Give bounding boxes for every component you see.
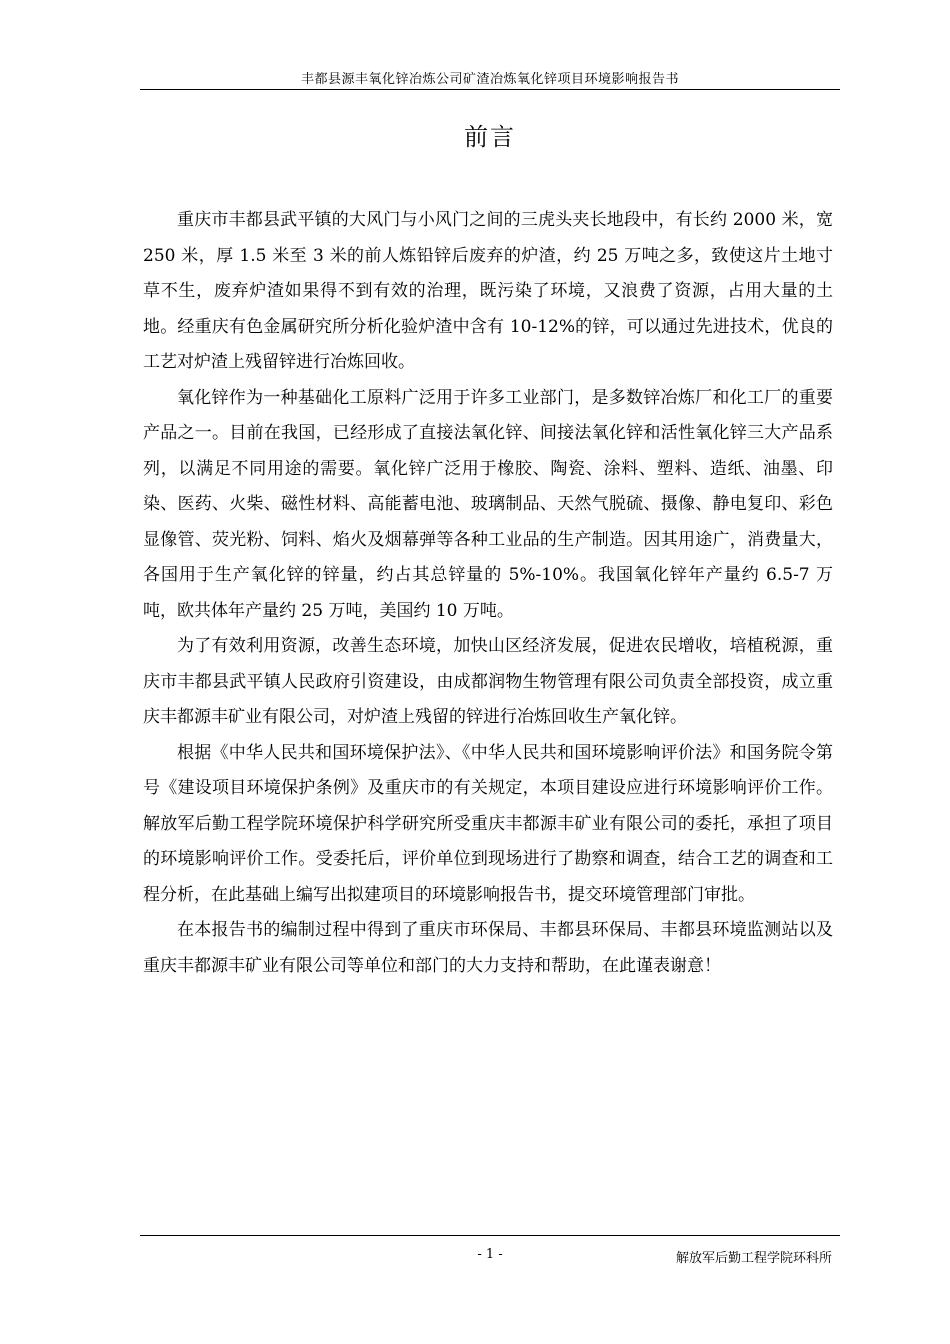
paragraph-4: 根据《中华人民共和国环境保护法》、《中华人民共和国环境影响评价法》和国务院令第 号《建设项目环境保护条例》及重庆市的有关规定，本项目建设应进行环境影响评价工作。解放军后勤工程学院环境保护科学研究所受重庆丰都源丰矿业有限公司的委托，承担了项目的环境影响评价工作。受委托后，评价单位到现场进行了勘察和调查，结合工艺的调查和工程分析，在此基础上编写出拟建项目的环境影响报告书，提交环境管理部门审批。	[143, 742, 867, 905]
footer-rule	[140, 1235, 840, 1236]
document-body	[143, 203, 867, 984]
paragraph-1: 重庆市丰都县武平镇的大风门与小风门之间的三虎头夹长地段中，有长约 2000 米，宽 250 米，厚 1.5 米至 3 米的前人炼铅锌后废弃的炉渣，约 25 万吨之多，致使这片土地寸草不生，废弃炉渣如果得不到有效的治理，既污染了环境，又浪费了资源，占用大量的土地。经重庆有色金属研究所分析化验炉渣中含有 10-12%的锌，可以通过先进技术，优良的工艺对炉渣上残留锌进行冶炼回收。	[143, 210, 833, 372]
running-header: 丰都县源丰氧化锌冶炼公司矿渣冶炼氧化锌项目环境影响报告书	[300, 72, 679, 87]
footer-organization: 解放军后勤工程学院环科所	[675, 1251, 832, 1266]
page-number: - 1 -	[477, 1247, 503, 1262]
paragraph-3: 为了有效利用资源，改善生态环境，加快山区经济发展，促进农民增收，培植税源，重庆市丰都县武平镇人民政府引资建设，由成都润物生物管理有限公司负责全部投资，成立重庆丰都源丰矿业有限公司，对炉渣上残留的锌进行冶炼回收生产氧化锌。	[143, 636, 833, 727]
page-title: 前言	[464, 123, 516, 151]
paragraph-5: 在本报告书的编制过程中得到了重庆市环保局、丰都县环保局、丰都县环境监测站以及重庆丰都源丰矿业有限公司等单位和部门的大力支持和帮助，在此谨表谢意！	[143, 920, 833, 976]
header-rule	[140, 89, 840, 90]
paragraph-2: 氧化锌作为一种基础化工原料广泛用于许多工业部门，是多数锌冶炼厂和化工厂的重要产品之一。目前在我国，已经形成了直接法氧化锌、间接法氧化锌和活性氧化锌三大产品系列，以满足不同用途的需要。氧化锌广泛用于橡胶、陶瓷、涂料、塑料、造纸、油墨、印染、医药、火柴、磁性材料、高能蓄电池、玻璃制品、天然气脱硫、摄像、静电复印、彩色显像管、荧光粉、饲料、焰火及烟幕弹等各种工业品的生产制造。因其用途广，消费量大，各国用于生产氧化锌的锌量，约占其总锌量的 5%-10%。我国氧化锌年产量约 6.5-7 万吨，欧共体年产量约 25 万吨，美国约 10 万吨。	[143, 387, 833, 621]
